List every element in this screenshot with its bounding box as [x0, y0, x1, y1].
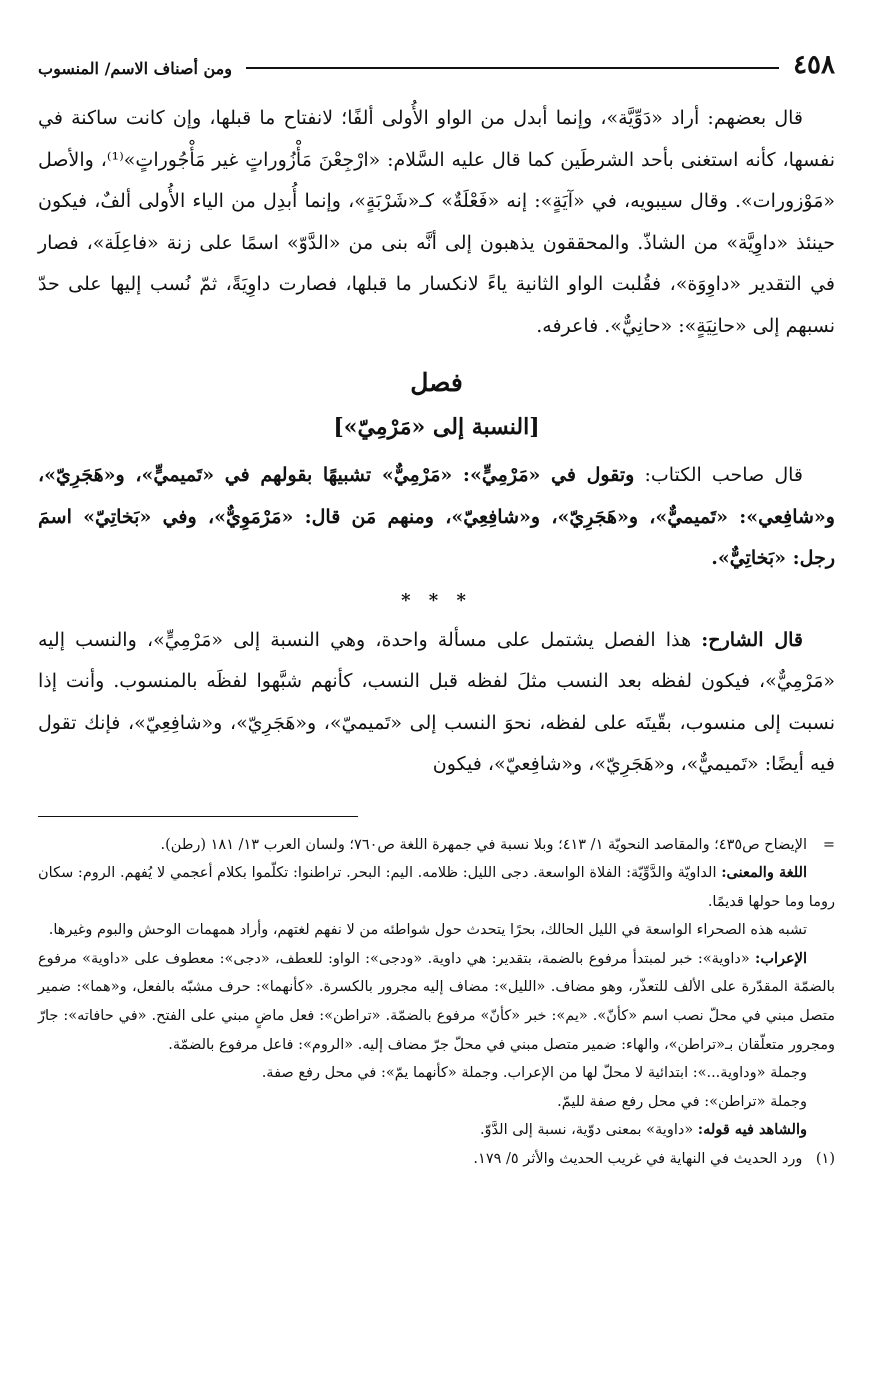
irab-text: «داوية»: خبر لمبتدأ مرفوع بالضمة، بتقدير: هي داوية. «ودجى»: الواو: للعطف، «دجى»: معطوف على «داوية» مرفوع بالضمّة المقدّرة على الألف للتعذّر، وهو مضاف. «الليل»: مضاف إليه مجرور بالكسرة. «كأنهما»: حرف مشبّه بالفعل، و«هما»: ضمير متصل مبني في محلّ نصب اسم «كأنّ». «يم»: خبر «كأنّ» مرفوع بالضمّة. «تراطن»: فعل ماضٍ مبني على الفتح. «في حافاته»: جارّ ومجرور متعلّقان بـ«تراطن»، والهاء: ضمير متصل مبني في محلّ جرّ مضاف إليه. «الروم»: فاعل مرفوع بالضمّة.	[38, 950, 835, 1053]
author-quote: وتقول في «مَرْمِيٍّ»: «مَرْمِيٌّ» تشبيهًا بقولهم في «تَميميٍّ»، و«هَجَرِيّ»، و«شافِعي»: «تَميميٌّ»، و«هَجَرِيّ»، و«شافِعِيّ»، ومنهم مَن قال: «مَرْمَوِيٌّ»، وفي «بَخاتِيّ» اسمَ رجل: «بَخاتِيٌّ».	[38, 464, 835, 569]
header-rule	[246, 67, 779, 69]
page-number: ٤٥٨	[793, 50, 835, 80]
shahid-text: «داوية» بمعنى دوّية، نسبة إلى الدَّوّ.	[479, 1122, 694, 1139]
section-separator-stars: * * *	[401, 589, 472, 611]
meaning-paragraph: تشبه هذه الصحراء الواسعة في الليل الحالك، بحرًا يتحدث حول شواطئه من لا نفهم لغتهم، وأراد همهمات الوحش والبوم وغيرها.	[48, 922, 807, 939]
continuation-marker: =	[822, 836, 835, 853]
shahid-paragraph	[38, 1116, 835, 1145]
footnotes	[38, 831, 835, 1174]
commentator-text: هذا الفصل يشتمل على مسألة واحدة، وهي النسبة إلى «مَرْمِيٍّ»، والنسب إليه «مَرْمِيٌّ»، فيكون لفظه بعد النسب مثلَ لفظه قبل النسب، كأنهم شبَّهوا لفظَه بالمنسوب. وأنت إذا نسبت إلى منسوب، بقّيتَه على لفظه، نحوَ النسب إلى «تَميميّ»، و«هَجَرِيّ»، و«شافِعِيّ»، فإنك تقول فيه أيضًا: «تَميميٌّ»، و«هَجَرِيّ»، و«شافِعيّ»، فيكون	[38, 628, 835, 775]
lugha-paragraph	[38, 859, 835, 916]
lugha-label: اللغة والمعنى:	[721, 864, 807, 882]
author-paragraph	[38, 455, 835, 580]
jumla-paragraph-2: وجملة «تراطن»: في محل رفع صفة لليمّ.	[557, 1093, 807, 1110]
irab-label: الإعراب:	[755, 949, 807, 967]
footnote-rule	[38, 816, 358, 817]
continuation-text: الإيضاح ص٤٣٥؛ والمقاصد النحويّة ١/ ٤١٣؛ وبلا نسبة في جمهرة اللغة ص٧٦٠؛ ولسان العرب ١٣/ ١٨١ (رطن).	[160, 836, 807, 853]
running-title: ومن أصناف الاسم/ المنسوب	[38, 59, 232, 78]
commentator-label: قال الشارح:	[701, 628, 803, 651]
page-header	[38, 44, 835, 78]
section-subtitle: [النسبة إلى «مَرْمِيّ»]	[333, 414, 540, 440]
jumla-paragraph-1: وجملة «وداوية...»: ابتدائية لا محلّ لها من الإعراب. وجملة «كأنهما يمّ»: في محل رفع صفة.	[261, 1065, 807, 1082]
author-intro: قال صاحب الكتاب:	[644, 464, 803, 486]
irab-paragraph	[38, 945, 835, 1059]
section-title: فصل	[410, 368, 463, 397]
footnote-1-number: (١)	[815, 1151, 835, 1168]
main-text	[38, 98, 835, 786]
footnote-1	[38, 1145, 835, 1174]
lugha-text: الداويّة والدَّوِّيّة: الفلاة الواسعة. دجى الليل: ظلامه. اليم: البحر. تراطنوا: تكلّموا بكلام أعجمي لا يُفهم. الروم: سكان روما وما حولها قديمًا.	[38, 865, 835, 910]
paragraph-1: قال بعضهم: أراد «دَوِّيَّة»، وإنما أبدل من الواو الأُولى ألفًا؛ لانفتاح ما قبلها، وإن كانت ساكنة في نفسها، كأنه استغنى بأحد الشرطَين كما قال عليه السَّلام: «ارْجِعْنَ مَأْزُوراتٍ غير مَأْجُوراتٍ»⁽¹⁾، والأصل «مَوْزورات». وقال سيبويه، في «آيَةٍ»: إنه «فَعْلَةٌ» كـ«شَرْبَةٍ»، وإنما أُبدِل من الياء الأُولى ألفٌ، فيكون حينئذ «داوِيَّة» من الشاذّ. والمحققون يذهبون إلى أنَّه بنى من «الدَّوّ» اسمًا على زنة «فاعِلَة»، فصار في التقدير «داوِوَة»، فقُلبت الواو الثانية ياءً لانكسار ما قبلها، فصارت داوِيَةً، ثمّ نُسب إليها على حدّ نسبهم إلى «حانِيَةٍ»: «حانِيٌّ». فاعرفه.	[38, 107, 835, 337]
footnote-continuation	[38, 831, 835, 860]
commentary-paragraph	[38, 620, 835, 786]
shahid-label: والشاهد فيه قوله:	[697, 1121, 807, 1139]
footnote-1-text: ورد الحديث في النهاية في غريب الحديث والأثر ٥/ ١٧٩.	[473, 1151, 803, 1168]
